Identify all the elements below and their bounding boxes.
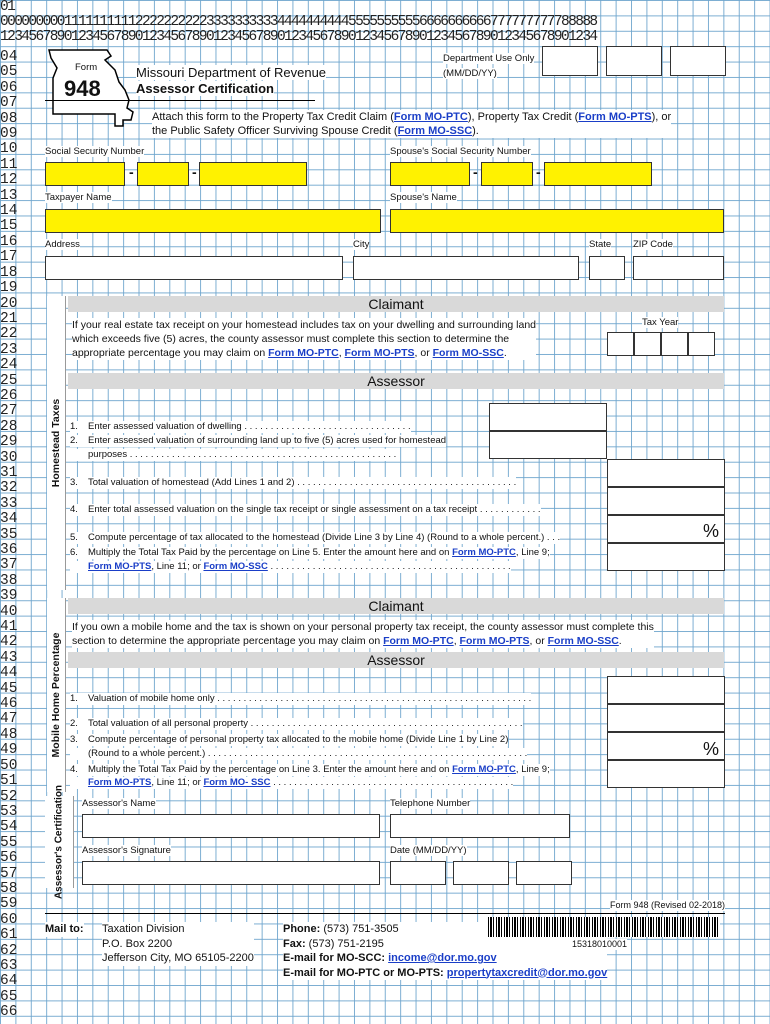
grid-row-number: 36 <box>0 542 18 558</box>
grid-row-number: 07 <box>0 95 18 112</box>
homestead-side-panel <box>47 296 66 590</box>
mobile-line-3b: (Round to a whole percent.) . . . . . . . . . . . . . . . . . . . . . . . . . . . . . . . . . . . . . . . . . . . . . . . . . . . . . . . . . . . . . <box>70 748 527 760</box>
claimant-text-1: If your real estate tax receipt on your homestead includes tax on your dwelling and surrounding land which exceeds five (5) acres, the county assessor must complete this section to determine the appropriate percentage you may claim on Form MO-PTC, Form MO-PTS, or Form MO-SSC. <box>72 319 537 359</box>
grid-row-number: 62 <box>0 942 18 959</box>
mobile-line-1: 1. Valuation of mobile home only . . . . . . . . . . . . . . . . . . . . . . . . . . . . . . . . . . . . . . . . . . . . . . . . . . . . . . . . . . . . <box>70 693 532 704</box>
homestead-input-3[interactable] <box>607 459 725 487</box>
city-label: City <box>353 239 370 250</box>
grid-row-number: 04 <box>0 49 18 65</box>
certification-side-label: Assessor's Certification <box>53 784 65 900</box>
grid-row-number: 60 <box>0 911 18 928</box>
link-mo-ssc-s2[interactable]: Form MO-SSC <box>547 635 619 647</box>
grid-row-number: 20 <box>0 295 18 312</box>
grid-row-number: 19 <box>0 280 18 297</box>
dept-use-box-1[interactable] <box>542 46 598 76</box>
grid-row-number: 35 <box>0 526 18 543</box>
mail-to-label: Mail to: <box>45 923 84 935</box>
link-mo-ptc-s2[interactable]: Form MO-PTC <box>383 635 454 647</box>
mobile-input-4[interactable] <box>607 760 725 788</box>
certification-side-panel <box>45 784 74 900</box>
mobile-line-4: 4. Multiply the Total Tax Paid by the percentage on Line 3. Enter the amount here and on Form MO-PTC, Line 9; <box>70 764 550 775</box>
grid-row-number: 46 <box>0 696 18 713</box>
ssn-part2[interactable] <box>137 162 189 186</box>
address-field[interactable] <box>45 256 343 280</box>
barcode <box>488 917 720 937</box>
telephone-label: Telephone Number <box>390 798 471 809</box>
grid-ruler-left <box>0 50 36 1021</box>
grid-row-number: 14 <box>0 203 18 220</box>
grid-row-first: 01 <box>0 0 15 15</box>
grid-row-number: 10 <box>0 141 18 158</box>
grid-row-number: 59 <box>0 896 18 913</box>
homestead-line-5: 5. Compute percentage of tax allocated to the homestead (Divide Line 3 by Line 4) (Round to a whole percent.) . . . <box>70 532 561 543</box>
grid-row-number: 37 <box>0 557 18 574</box>
spouse-ssn-part2[interactable] <box>481 162 533 186</box>
assessor-header-1: Assessor <box>68 373 724 389</box>
grid-row-number: 31 <box>0 464 18 481</box>
grid-row-number: 06 <box>0 79 18 96</box>
tax-year-digit-2[interactable] <box>634 332 661 356</box>
grid-top-row1: 000000000111111111122222222223333333333444444444455555555556666666666777777777788888 <box>0 14 597 30</box>
grid-row-number: 52 <box>0 788 18 805</box>
mobile-home-side-panel <box>47 598 66 792</box>
date-label: Date (MM/DD/YY) <box>390 845 467 856</box>
grid-row-number: 64 <box>0 973 18 990</box>
mobile-input-1[interactable] <box>607 676 725 704</box>
grid-row-number: 39 <box>0 588 18 605</box>
grid-row-number: 61 <box>0 927 18 944</box>
mobile-line-4b: Form MO-PTS, Line 11; or Form MO- SSC . . . . . . . . . . . . . . . . . . . . . . . . . . . . . . . . . . . . . . . . . . . . . . <box>70 777 513 789</box>
grid-row-number: 48 <box>0 726 18 743</box>
agency-name: Missouri Department of Revenue <box>136 65 327 80</box>
zip-label: ZIP Code <box>633 239 673 250</box>
signature-field[interactable] <box>82 861 380 885</box>
claimant-text-2: If you own a mobile home and the tax is shown on your personal property tax receipt, the county assessor must complete this section to determine the appropriate percentage you may claim on Form MO-PTC, Form MO-PTS, or Form MO-SSC. <box>72 621 654 647</box>
page-title: Assessor Certification <box>136 81 274 96</box>
mailing-address: Taxation Division P.O. Box 2200 Jefferson City, MO 65105-2200 <box>102 923 254 964</box>
grid-row-number: 55 <box>0 834 18 851</box>
spouse-ssn-part3[interactable] <box>544 162 652 186</box>
grid-row-number: 40 <box>0 603 18 620</box>
grid-row-number: 63 <box>0 957 18 974</box>
grid-top-row2: 123456789012345678901234567890123456789012345678901234567890123456789012345678901234 <box>0 29 597 45</box>
grid-row-number: 38 <box>0 572 18 589</box>
email-ptc-link[interactable]: propertytaxcredit@dor.mo.gov <box>446 966 608 979</box>
assessor-header-2: Assessor <box>68 652 724 668</box>
form-label: Form <box>75 62 98 73</box>
link-mo-pts-m4[interactable]: Form MO-PTS <box>88 777 152 788</box>
homestead-line-3: 3. Total valuation of homestead (Add Lines 1 and 2) . . . . . . . . . . . . . . . . . . . . . . . . . . . . . . . . . . . . . . . . . . <box>70 477 517 488</box>
link-mo-pts-l6[interactable]: Form MO-PTS <box>88 561 152 572</box>
taxpayer-name-field[interactable] <box>45 209 381 233</box>
date-mm[interactable] <box>390 861 446 885</box>
grid-row-number: 41 <box>0 619 18 636</box>
grid-row-number: 13 <box>0 187 18 204</box>
grid-row-number: 08 <box>0 110 18 127</box>
attach-instructions: Attach this form to the Property Tax Credit Claim (Form MO-PTC), Property Tax Credit (Form MO-PTS), or the Public Safety Officer Surviving Spouse Credit (Form MO-SSC). <box>152 111 672 137</box>
spouse-name-field[interactable] <box>390 209 724 233</box>
grid-row-number: 21 <box>0 310 18 327</box>
link-mo-pts-s2[interactable]: Form MO-PTS <box>459 635 530 647</box>
ssn-label: Social Security Number <box>45 146 145 157</box>
tax-year-label: Tax Year <box>642 317 679 328</box>
ssn-dash-1: - <box>129 164 134 180</box>
mobile-home-side-label: Mobile Home Percentage <box>50 632 62 758</box>
grid-row-number: 51 <box>0 773 18 790</box>
grid-row-number: 53 <box>0 803 18 820</box>
state-label: State <box>589 239 612 250</box>
grid-row-number: 28 <box>0 418 18 435</box>
grid-row-number: 33 <box>0 495 18 512</box>
state-field[interactable] <box>589 256 625 280</box>
grid-row-number: 17 <box>0 249 18 266</box>
ssn-part3[interactable] <box>199 162 307 186</box>
grid-row-number: 25 <box>0 372 18 389</box>
form-number: 948 <box>64 76 101 101</box>
claimant-header-1: Claimant <box>68 296 724 312</box>
spouse-ssn-dash-1: - <box>473 164 478 180</box>
mobile-percent-sign: % <box>703 739 720 759</box>
zip-field[interactable] <box>633 256 724 280</box>
homestead-input-6[interactable] <box>607 543 725 571</box>
grid-row-number: 43 <box>0 649 18 666</box>
link-mo-ptc-s1[interactable]: Form MO-PTC <box>268 347 339 359</box>
taxpayer-name-label: Taxpayer Name <box>45 192 112 203</box>
mobile-input-2[interactable] <box>607 704 725 732</box>
grid-row-number: 26 <box>0 387 18 404</box>
link-mo-ssc-m4[interactable]: Form MO- SSC <box>203 777 271 788</box>
grid-row-number: 65 <box>0 988 18 1005</box>
assessor-name-field[interactable] <box>82 814 380 838</box>
grid-row-number: 50 <box>0 757 18 774</box>
homestead-input-1[interactable] <box>489 403 607 431</box>
homestead-line-6b: Form MO-PTS, Line 11; or Form MO-SSC . . . . . . . . . . . . . . . . . . . . . . . . . . . . . . . . . . . . . . . . . . . . . . <box>70 561 511 573</box>
ssn-part1[interactable] <box>45 162 125 186</box>
dept-use-label: Department Use Only <box>443 53 535 64</box>
spouse-ssn-label: Spouse's Social Security Number <box>390 146 531 157</box>
city-field[interactable] <box>353 256 579 280</box>
homestead-line-1: 1. Enter assessed valuation of dwelling . . . . . . . . . . . . . . . . . . . . . . . . . . . . . . . . <box>70 421 411 432</box>
link-mo-ssc-s1[interactable]: Form MO-SSC <box>432 347 504 359</box>
grid-row-number: 42 <box>0 634 18 651</box>
homestead-input-2[interactable] <box>489 431 607 459</box>
tax-year-digit-4[interactable] <box>688 332 715 356</box>
link-mo-ptc-m4[interactable]: Form MO-PTC <box>452 764 516 775</box>
mobile-line-2: 2. Total valuation of all personal property . . . . . . . . . . . . . . . . . . . . . . . . . . . . . . . . . . . . . . . . . . . . . . . . . . . . <box>70 718 523 729</box>
homestead-line-2b: purposes . . . . . . . . . . . . . . . . . . . . . . . . . . . . . . . . . . . . . . . . . . . . . . . . . . . <box>70 449 396 461</box>
grid-row-number: 30 <box>0 449 18 466</box>
grid-row-number: 22 <box>0 326 18 343</box>
dept-date-label: (MM/DD/YY) <box>443 68 497 79</box>
grid-row-number: 09 <box>0 126 18 143</box>
contact-info: Phone: (573) 751-3505 Fax: (573) 751-2195 E-mail for MO-SCC: income@dor.mo.gov E-mail for MO-PTC or MO-PTS: propertytaxcredit@dor.mo.gov <box>283 923 608 979</box>
footer-rule <box>45 913 725 914</box>
date-yy[interactable] <box>516 861 572 885</box>
homestead-percent-sign: % <box>703 521 720 541</box>
signature-label: Assessor's Signature <box>82 845 171 856</box>
telephone-field[interactable] <box>390 814 570 838</box>
grid-row-number: 47 <box>0 711 18 728</box>
link-mo-ssc[interactable]: Form MO-SSC <box>397 125 473 137</box>
claimant-header-2: Claimant <box>68 598 724 614</box>
address-label: Address <box>45 239 80 250</box>
link-mo-pts-s1[interactable]: Form MO-PTS <box>344 347 415 359</box>
spouse-ssn-part1[interactable] <box>390 162 470 186</box>
grid-row-number: 27 <box>0 403 18 420</box>
grid-row-number: 29 <box>0 434 18 451</box>
grid-row-number: 32 <box>0 480 18 497</box>
dept-use-box-2[interactable] <box>606 46 662 76</box>
dept-use-box-3[interactable] <box>670 46 726 76</box>
ssn-dash-2: - <box>192 164 197 180</box>
grid-row-number: 34 <box>0 511 18 528</box>
grid-row-number: 15 <box>0 218 18 235</box>
homestead-line-6: 6. Multiply the Total Tax Paid by the percentage on Line 5. Enter the amount here and on Form MO-PTC, Line 9; <box>70 547 550 558</box>
tax-year-digit-1[interactable] <box>607 332 634 356</box>
spouse-name-label: Spouse's Name <box>390 192 457 203</box>
grid-row-number: 44 <box>0 665 18 682</box>
barcode-number: 15318010001 <box>572 939 628 949</box>
grid-row-number: 05 <box>0 64 18 81</box>
grid-row-number: 57 <box>0 865 18 882</box>
grid-row-number: 24 <box>0 357 18 374</box>
mobile-line-3: 3. Compute percentage of personal property tax allocated to the mobile home (Divide Line 1 by Line 2) <box>70 734 509 745</box>
grid-row-number: 66 <box>0 1004 18 1021</box>
grid-row-number: 16 <box>0 233 18 250</box>
grid-ruler-top <box>0 0 770 45</box>
spouse-ssn-dash-2: - <box>536 164 541 180</box>
grid-row-number: 54 <box>0 819 18 836</box>
grid-row-number: 45 <box>0 680 18 697</box>
link-mo-ptc[interactable]: Form MO-PTC <box>393 111 468 123</box>
header-rule <box>45 100 315 101</box>
grid-row-number: 18 <box>0 264 18 281</box>
grid-row-number: 49 <box>0 742 18 759</box>
homestead-input-4[interactable] <box>607 487 725 515</box>
date-dd[interactable] <box>453 861 509 885</box>
link-mo-ssc-l6[interactable]: Form MO-SSC <box>203 561 268 572</box>
homestead-line-4: 4. Enter total assessed valuation on the single tax receipt or single assessment on a tax receipt . . . . . . . . . . . . <box>70 504 541 515</box>
grid-row-number: 12 <box>0 172 18 189</box>
email-ssc-link[interactable]: income@dor.mo.gov <box>388 952 497 964</box>
grid-row-number: 58 <box>0 880 18 897</box>
assessor-name-label: Assessor's Name <box>82 798 156 809</box>
grid-row-number: 11 <box>0 156 18 173</box>
link-mo-pts[interactable]: Form MO-PTS <box>578 111 652 123</box>
homestead-side-label: Homestead Taxes <box>50 398 62 488</box>
form-revision: Form 948 (Revised 02-2018) <box>610 900 726 910</box>
grid-row-number: 23 <box>0 341 18 358</box>
grid-row-number: 56 <box>0 850 18 867</box>
link-mo-ptc-l6[interactable]: Form MO-PTC <box>452 547 516 558</box>
homestead-line-2: 2. Enter assessed valuation of surrounding land up to five (5) acres used for homestead <box>70 435 447 446</box>
tax-year-digit-3[interactable] <box>661 332 688 356</box>
